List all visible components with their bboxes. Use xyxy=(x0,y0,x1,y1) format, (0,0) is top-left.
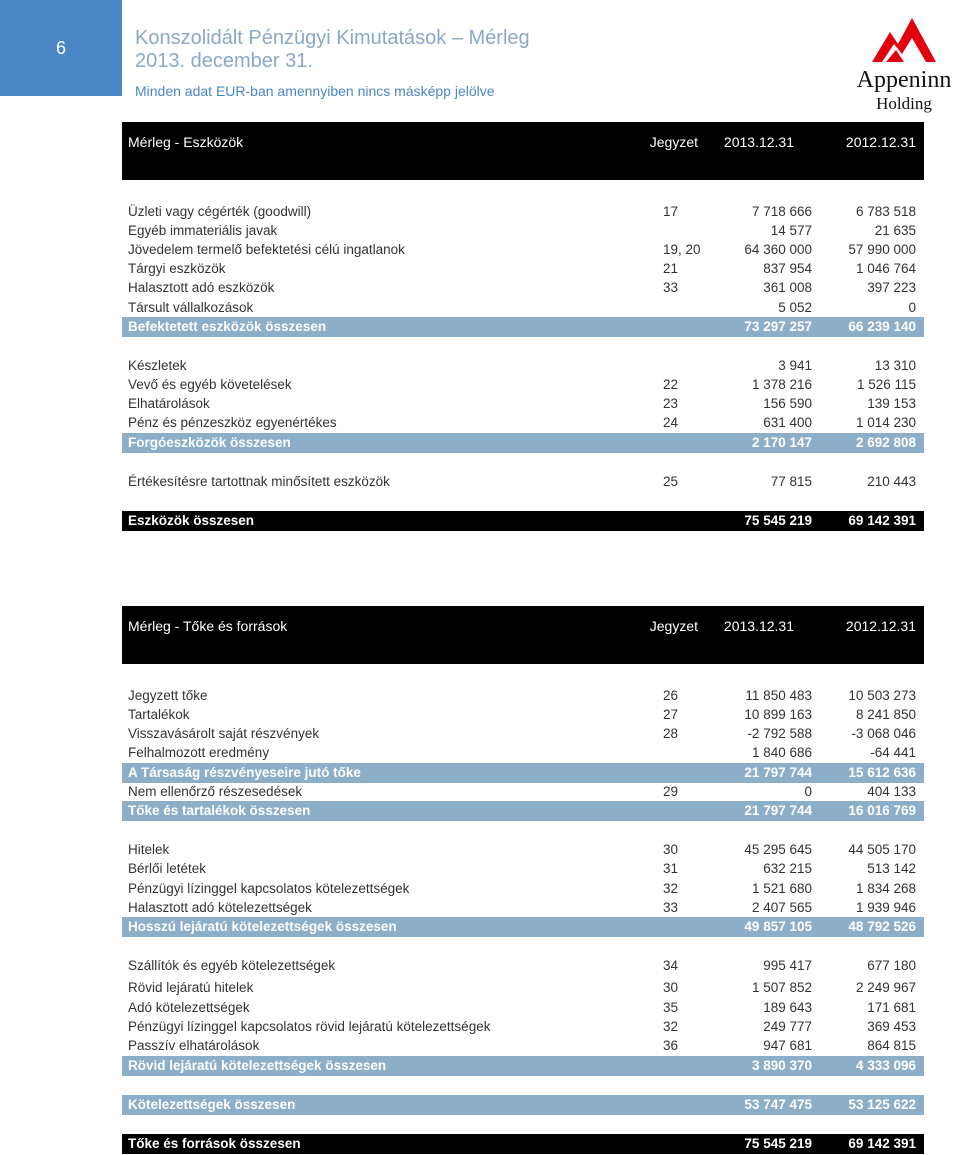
total-row xyxy=(122,317,924,337)
table-row xyxy=(122,978,924,998)
row-value-2013: 75 545 219 xyxy=(744,513,812,528)
row-value-2013: 249 777 xyxy=(763,1019,812,1034)
row-value-2013: 189 643 xyxy=(763,1000,812,1015)
table-row xyxy=(122,998,924,1018)
row-value-2013: 837 954 xyxy=(763,261,812,276)
row-value-2012: -64 441 xyxy=(870,745,916,760)
row-value-2012: 13 310 xyxy=(874,358,916,373)
row-value-2013: 77 815 xyxy=(770,474,812,489)
row-note: 30 xyxy=(663,842,679,857)
row-value-2013: 5 052 xyxy=(778,300,812,315)
row-label: Egyéb immateriális javak xyxy=(128,223,278,238)
row-value-2013: 947 681 xyxy=(763,1038,812,1053)
table-row xyxy=(122,705,924,725)
table-row xyxy=(122,259,924,279)
total-row xyxy=(122,763,924,783)
total-row xyxy=(122,1134,924,1154)
table-row xyxy=(122,394,924,414)
total-row xyxy=(122,511,924,531)
row-value-2013: 14 577 xyxy=(770,223,812,238)
row-note: 22 xyxy=(663,377,679,392)
table-row xyxy=(122,240,924,260)
row-value-2013: 49 857 105 xyxy=(744,919,812,934)
row-label: Jegyzett tőke xyxy=(128,688,208,703)
total-row xyxy=(122,433,924,453)
company-logo xyxy=(848,12,960,114)
table-row xyxy=(122,898,924,918)
row-note: 33 xyxy=(663,280,679,295)
row-value-2013: -2 792 588 xyxy=(747,726,812,741)
row-value-2012: 8 241 850 xyxy=(855,707,916,722)
row-value-2012: 1 014 230 xyxy=(855,415,916,430)
report-date: 2013. december 31. xyxy=(135,50,313,72)
report-title: Konszolidált Pénzügyi Kimutatások – Mérleg xyxy=(135,27,530,49)
table-row xyxy=(122,956,924,976)
row-value-2013: 2 170 147 xyxy=(751,435,812,450)
table-row xyxy=(122,879,924,899)
row-value-2013: 3 941 xyxy=(778,358,812,373)
table-row xyxy=(122,202,924,222)
row-value-2013: 995 417 xyxy=(763,958,812,973)
row-note: 17 xyxy=(663,204,679,219)
row-value-2012: -3 068 046 xyxy=(851,726,916,741)
row-label: Adó kötelezettségek xyxy=(128,1000,250,1015)
row-label: Nem ellenőrző részesedések xyxy=(128,784,303,799)
row-value-2012: 44 505 170 xyxy=(848,842,916,857)
assets-table xyxy=(122,122,924,528)
row-note: 25 xyxy=(663,474,679,489)
row-value-2012: 404 133 xyxy=(867,784,916,799)
row-value-2013: 1 378 216 xyxy=(751,377,812,392)
row-value-2012: 1 939 946 xyxy=(855,900,916,915)
note-column-header: Jegyzet xyxy=(649,134,698,150)
row-value-2013: 1 840 686 xyxy=(751,745,812,760)
row-note: 24 xyxy=(663,415,679,430)
row-label: Hosszú lejáratú kötelezettségek összesen xyxy=(128,919,397,934)
logo-name: Appeninn xyxy=(856,67,952,93)
row-label: Kötelezettségek összesen xyxy=(128,1097,296,1112)
table-row xyxy=(122,1036,924,1056)
row-label: Passzív elhatárolások xyxy=(128,1038,260,1053)
row-value-2012: 864 815 xyxy=(867,1038,916,1053)
row-note: 30 xyxy=(663,980,679,995)
row-label: Tartalékok xyxy=(128,707,190,722)
row-label: Halasztott adó eszközök xyxy=(128,280,275,295)
row-value-2013: 21 797 744 xyxy=(744,803,812,818)
total-row xyxy=(122,917,924,937)
row-value-2012: 69 142 391 xyxy=(848,1136,916,1151)
row-label: Befektetett eszközök összesen xyxy=(128,319,327,334)
row-value-2013: 2 407 565 xyxy=(751,900,812,915)
row-value-2012: 1 834 268 xyxy=(855,881,916,896)
note-column-header: Jegyzet xyxy=(649,618,698,634)
row-label: Bérlői letétek xyxy=(128,861,207,876)
row-value-2012: 48 792 526 xyxy=(848,919,916,934)
row-value-2013: 53 747 475 xyxy=(744,1097,812,1112)
total-row xyxy=(122,1056,924,1076)
row-value-2012: 10 503 273 xyxy=(848,688,916,703)
year2-column-header: 2012.12.31 xyxy=(845,618,916,634)
row-label: Üzleti vagy cégérték (goodwill) xyxy=(128,204,312,219)
row-label: Felhalmozott eredmény xyxy=(128,745,270,760)
row-note: 32 xyxy=(663,1019,679,1034)
row-value-2013: 156 590 xyxy=(763,396,812,411)
header-bar xyxy=(122,161,924,180)
row-value-2013: 632 215 xyxy=(763,861,812,876)
row-label: Halasztott adó kötelezettségek xyxy=(128,900,312,915)
row-value-2013: 1 521 680 xyxy=(751,881,812,896)
table-row xyxy=(122,278,924,298)
row-value-2013: 361 008 xyxy=(763,280,812,295)
row-note: 28 xyxy=(663,726,679,741)
row-value-2013: 0 xyxy=(804,784,812,799)
row-value-2013: 7 718 666 xyxy=(751,204,812,219)
row-value-2013: 11 850 483 xyxy=(745,688,812,703)
row-value-2012: 0 xyxy=(908,300,916,315)
report-subtitle: Minden adat EUR-ban amennyiben nincs másképp jelölve xyxy=(135,83,495,99)
row-note: 19, 20 xyxy=(663,242,701,257)
table-row xyxy=(122,686,924,706)
row-note: 35 xyxy=(663,1000,679,1015)
liabilities-title: Mérleg - Tőke és források xyxy=(128,618,288,634)
table-row xyxy=(122,298,924,318)
row-label: Eszközök összesen xyxy=(128,513,255,528)
row-label: Tőke és források összesen xyxy=(128,1136,301,1151)
row-label: Készletek xyxy=(128,358,187,373)
row-note: 34 xyxy=(663,958,679,973)
row-value-2013: 10 899 163 xyxy=(744,707,812,722)
row-note: 23 xyxy=(663,396,679,411)
row-value-2012: 21 635 xyxy=(874,223,916,238)
row-value-2012: 57 990 000 xyxy=(848,242,916,257)
header-bar xyxy=(122,645,924,664)
row-value-2013: 64 360 000 xyxy=(744,242,812,257)
row-label: Vevő és egyéb követelések xyxy=(128,377,292,392)
assets-title: Mérleg - Eszközök xyxy=(128,134,244,150)
row-label: Pénzügyi lízinggel kapcsolatos kötelezettségek xyxy=(128,881,410,896)
row-label: Jövedelem termelő befektetési célú ingatlanok xyxy=(128,242,405,257)
row-note: 36 xyxy=(663,1038,679,1053)
row-label: A Társaság részvényeseire jutó tőke xyxy=(128,765,361,780)
row-value-2012: 139 153 xyxy=(867,396,916,411)
row-note: 26 xyxy=(663,688,679,703)
table-row xyxy=(122,840,924,860)
table-row xyxy=(122,413,924,433)
table-row xyxy=(122,859,924,879)
row-value-2013: 45 295 645 xyxy=(744,842,812,857)
row-note: 31 xyxy=(663,861,679,876)
row-value-2013: 75 545 219 xyxy=(744,1136,812,1151)
row-value-2012: 677 180 xyxy=(867,958,916,973)
row-value-2012: 369 453 xyxy=(867,1019,916,1034)
row-value-2012: 513 142 xyxy=(867,861,916,876)
row-label: Elhatárolások xyxy=(128,396,210,411)
row-label: Pénz és pénzeszköz egyenértékes xyxy=(128,415,337,430)
row-value-2012: 1 046 764 xyxy=(855,261,916,276)
row-value-2012: 2 692 808 xyxy=(855,435,916,450)
row-value-2013: 21 797 744 xyxy=(744,765,812,780)
row-value-2012: 6 783 518 xyxy=(855,204,916,219)
row-label: Visszavásárolt saját részvények xyxy=(128,726,320,741)
row-value-2012: 66 239 140 xyxy=(848,319,916,334)
row-label: Tőke és tartalékok összesen xyxy=(128,803,311,818)
row-value-2012: 16 016 769 xyxy=(848,803,916,818)
row-value-2012: 53 125 622 xyxy=(848,1097,916,1112)
row-value-2013: 1 507 852 xyxy=(751,980,812,995)
row-value-2012: 210 443 xyxy=(867,474,916,489)
table-row xyxy=(122,472,924,492)
table-row xyxy=(122,724,924,744)
row-value-2013: 3 890 370 xyxy=(751,1058,812,1073)
row-label: Társult vállalkozások xyxy=(128,300,254,315)
mountain-logo-icon xyxy=(868,12,940,66)
liabilities-table xyxy=(122,606,924,1151)
row-value-2012: 171 681 xyxy=(867,1000,916,1015)
row-note: 29 xyxy=(663,784,679,799)
row-note: 21 xyxy=(663,261,679,276)
row-value-2012: 1 526 115 xyxy=(856,377,916,392)
row-label: Tárgyi eszközök xyxy=(128,261,226,276)
year2-column-header: 2012.12.31 xyxy=(845,134,916,150)
row-note: 33 xyxy=(663,900,679,915)
row-label: Forgóeszközök összesen xyxy=(128,435,291,450)
row-value-2013: 73 297 257 xyxy=(744,319,812,334)
row-label: Pénzügyi lízinggel kapcsolatos rövid lejáratú kötelezettségek xyxy=(128,1019,491,1034)
assets-header xyxy=(122,122,924,161)
row-value-2012: 69 142 391 xyxy=(848,513,916,528)
row-label: Hitelek xyxy=(128,842,170,857)
table-row xyxy=(122,1017,924,1037)
row-label: Szállítók és egyéb kötelezettségek xyxy=(128,958,336,973)
logo-sub: Holding xyxy=(876,94,932,113)
row-value-2012: 2 249 967 xyxy=(855,980,916,995)
table-row xyxy=(122,221,924,241)
year1-column-header: 2013.12.31 xyxy=(723,134,794,150)
table-row xyxy=(122,743,924,763)
total-row xyxy=(122,1095,924,1115)
row-note: 32 xyxy=(663,881,679,896)
page-number: 6 xyxy=(0,0,122,96)
row-label: Rövid lejáratú hitelek xyxy=(128,980,254,995)
total-row xyxy=(122,801,924,821)
row-label: Rövid lejáratú kötelezettségek összesen xyxy=(128,1058,387,1073)
row-value-2013: 631 400 xyxy=(763,415,812,430)
row-value-2012: 397 223 xyxy=(867,280,916,295)
row-note: 27 xyxy=(663,707,679,722)
row-label: Értékesítésre tartottnak minősített eszközök xyxy=(128,474,390,489)
table-row xyxy=(122,375,924,395)
liabilities-header xyxy=(122,606,924,645)
table-row xyxy=(122,356,924,376)
row-value-2012: 4 333 096 xyxy=(855,1058,916,1073)
row-value-2012: 15 612 636 xyxy=(848,765,916,780)
year1-column-header: 2013.12.31 xyxy=(723,618,794,634)
table-row xyxy=(122,782,924,802)
